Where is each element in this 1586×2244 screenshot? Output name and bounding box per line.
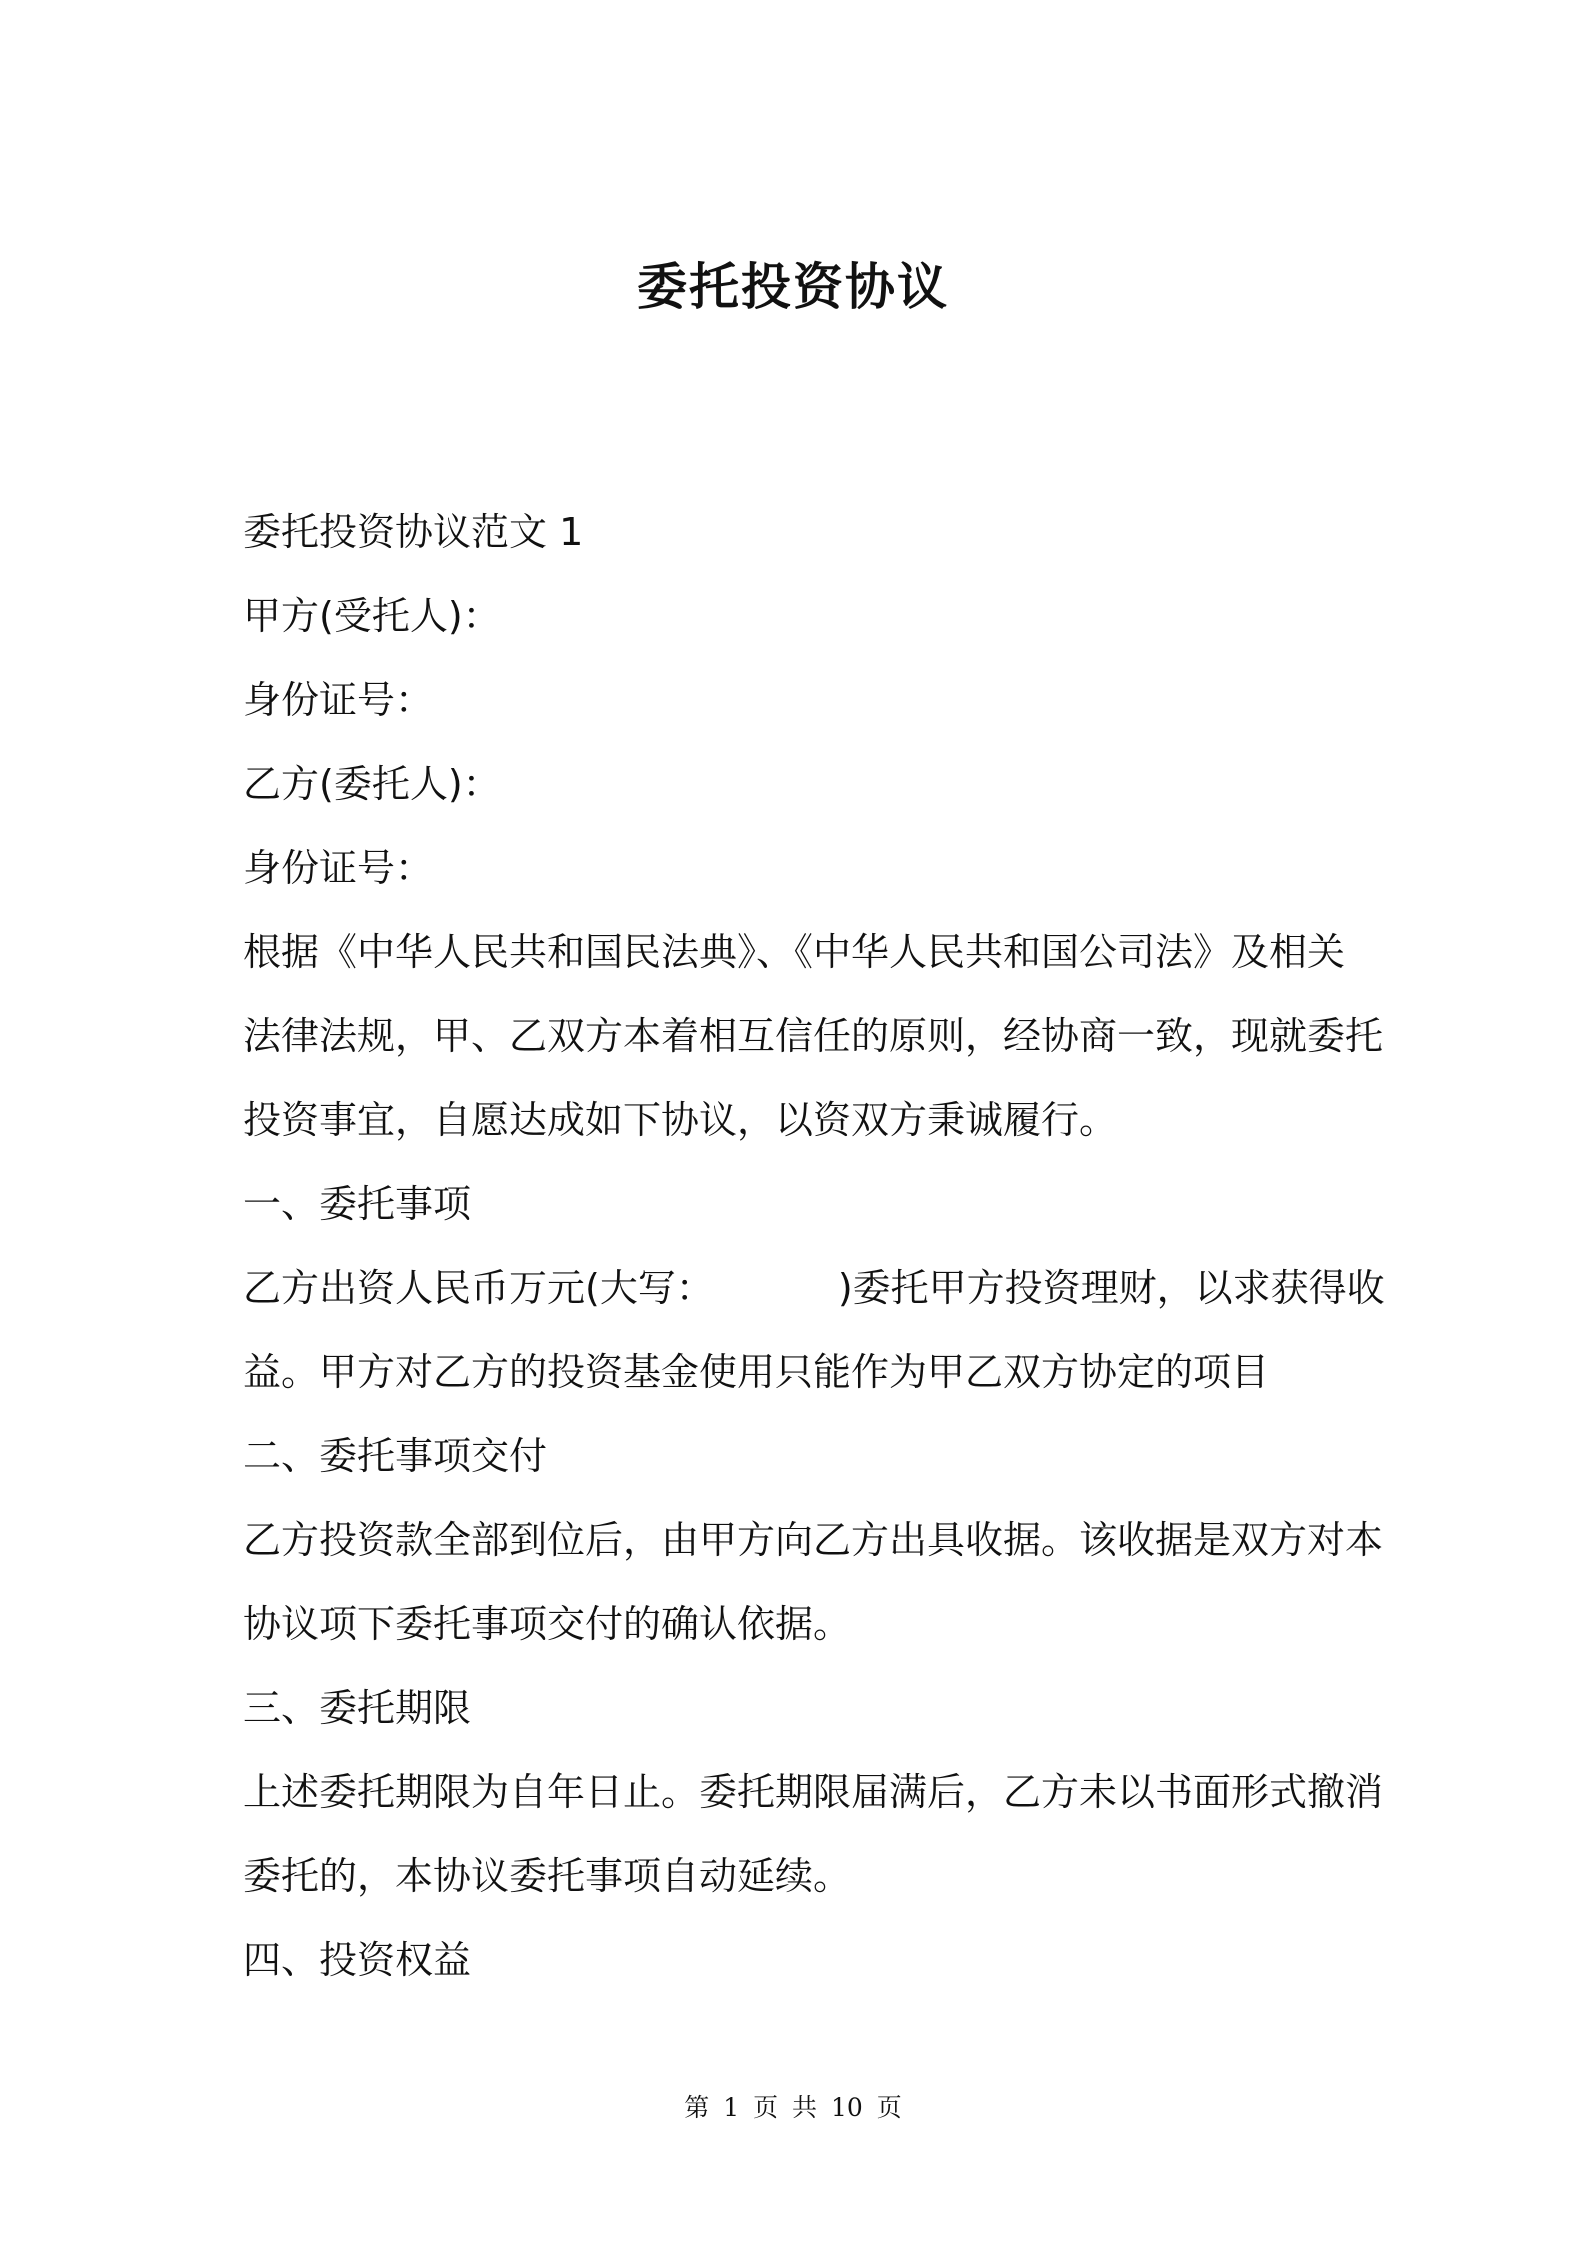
document-title: 委托投资协议 <box>637 258 949 316</box>
section-2-line-2: 协议项下委托事项交付的确认依据。 <box>243 1602 852 1646</box>
section-3-line-1: 上述委托期限为自年日止。委托期限届满后，乙方未以书面形式撤消 <box>243 1770 1384 1814</box>
section-1-line-2: 益。甲方对乙方的投资基金使用只能作为甲乙双方协定的项目 <box>243 1350 1270 1394</box>
section-2-line-1: 乙方投资款全部到位后，由甲方向乙方出具收据。该收据是双方对本 <box>243 1518 1384 1562</box>
preamble-line-3: 投资事宜，自愿达成如下协议，以资双方秉诚履行。 <box>243 1098 1118 1142</box>
preamble-line-1: 根据《中华人民共和国民法典》、《中华人民共和国公司法》及相关 <box>243 930 1346 974</box>
section-1-line-1-before: 乙方出资人民币万元(大写： <box>243 1266 714 1310</box>
section-1-line-1 <box>243 1246 1385 1330</box>
party-b-label: 乙方(委托人)： <box>243 762 501 806</box>
section-heading-sample: 委托投资协议范文 1 <box>243 510 584 554</box>
party-b-id-label: 身份证号： <box>243 846 434 890</box>
section-heading-1: 一、委托事项 <box>243 1182 472 1226</box>
section-heading-3: 三、委托期限 <box>243 1686 472 1730</box>
section-1-line-1-after: )委托甲方投资理财，以求获得收 <box>837 1266 1385 1310</box>
document-body <box>243 490 1385 2002</box>
page-number-footer: 第 1 页 共 10 页 <box>684 2093 902 2122</box>
preamble-line-2: 法律法规，甲、乙双方本着相互信任的原则，经协商一致，现就委托 <box>243 1014 1384 1058</box>
section-heading-2: 二、委托事项交付 <box>243 1434 548 1478</box>
section-heading-4: 四、投资权益 <box>243 1938 472 1982</box>
party-a-label: 甲方(受托人)： <box>243 594 501 638</box>
section-3-line-2: 委托的，本协议委托事项自动延续。 <box>243 1854 852 1898</box>
party-a-id-label: 身份证号： <box>243 678 434 722</box>
